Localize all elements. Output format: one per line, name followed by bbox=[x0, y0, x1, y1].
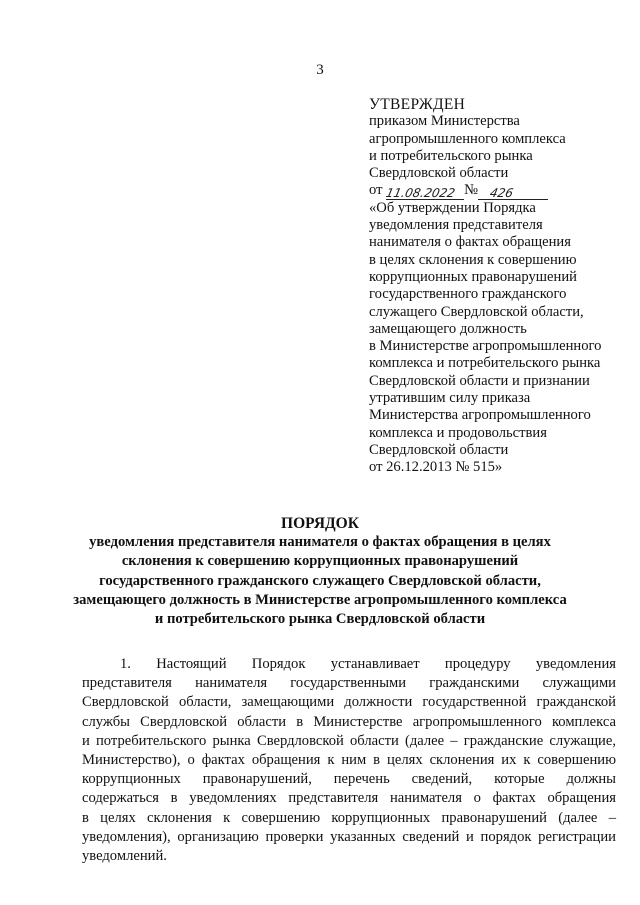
approval-line: и потребительского рынка bbox=[369, 147, 533, 164]
subject-line: Министерства агропромышленного bbox=[369, 407, 591, 424]
body-line: Министерство), о фактах обращения к ним в целях склонения их к совершению bbox=[82, 751, 616, 768]
subject-line: от 26.12.2013 № 515» bbox=[369, 459, 503, 476]
subject-line: утратившим силу приказа bbox=[369, 390, 531, 407]
body-line: представителя нанимателя государственными гражданскими служащими bbox=[82, 675, 616, 692]
title-line: уведомления представителя нанимателя о фактах обращения в целях bbox=[89, 534, 551, 551]
document-title bbox=[0, 514, 640, 629]
body-line: и потребительского рынка Свердловской области (далее – гражданские служащие, bbox=[82, 732, 616, 749]
handwritten-date: 11.08.2022 bbox=[384, 185, 457, 200]
subject-line: нанимателя о фактах обращения bbox=[369, 234, 571, 251]
approval-heading: УТВЕРЖДЕН bbox=[369, 96, 466, 113]
body-line: уведомления), организацию проверки указанных сведений и порядок регистрации bbox=[82, 828, 616, 845]
subject-line: в целях склонения к совершению bbox=[369, 251, 577, 268]
subject-line: замещающего должность bbox=[369, 320, 527, 337]
body-line: уведомлений. bbox=[82, 847, 167, 864]
page-number: 3 bbox=[316, 62, 324, 78]
title-line: и потребительского рынка Свердловской области bbox=[154, 611, 486, 628]
approval-line: Свердловской области bbox=[369, 165, 509, 182]
title-main: ПОРЯДОК bbox=[281, 515, 359, 532]
approval-line: агропромышленного комплекса bbox=[369, 130, 566, 147]
body-line: Свердловской области, замещающими должности государственной гражданской bbox=[82, 694, 616, 711]
body-line: службы Свердловской области в Министерстве агропромышленного комплекса bbox=[82, 713, 616, 730]
date-blank bbox=[386, 185, 464, 200]
subject-line: служащего Свердловской области, bbox=[369, 303, 584, 320]
number-prefix: № bbox=[464, 182, 479, 199]
body-line: коррупционных правонарушений, перечень сведений, которые должны bbox=[82, 771, 616, 788]
approval-line: приказом Министерства bbox=[369, 113, 520, 130]
approval-date-line bbox=[369, 182, 631, 199]
body-line: в целях склонения к совершению коррупционных правонарушений (далее – bbox=[82, 809, 616, 826]
title-line: склонения к совершению коррупционных правонарушений bbox=[121, 553, 519, 570]
body-line: 1. Настоящий Порядок устанавливает процедуру уведомления bbox=[120, 656, 616, 672]
handwritten-number: 426 bbox=[488, 185, 515, 200]
subject-line: «Об утверждении Порядка bbox=[369, 199, 536, 216]
subject-line: государственного гражданского bbox=[369, 286, 567, 303]
subject-line: коррупционных правонарушений bbox=[369, 268, 577, 285]
number-blank bbox=[478, 185, 548, 200]
subject-line: Свердловской области и признании bbox=[369, 372, 590, 389]
approval-stamp bbox=[369, 96, 631, 477]
date-prefix: от bbox=[369, 182, 383, 199]
subject-line: комплекса и потребительского рынка bbox=[369, 355, 601, 372]
body-paragraph bbox=[82, 655, 616, 866]
body-line: содержаться в уведомлениях представителя нанимателя о фактах обращения bbox=[82, 790, 616, 807]
subject-line: комплекса и продовольствия bbox=[369, 424, 547, 441]
subject-line: в Министерстве агропромышленного bbox=[369, 338, 602, 355]
title-line: замещающего должность в Министерстве агропромышленного комплекса bbox=[73, 591, 567, 608]
subject-line: уведомления представителя bbox=[369, 217, 543, 234]
subject-line: Свердловской области bbox=[369, 441, 509, 458]
title-line: государственного гражданского служащего Свердловской области, bbox=[99, 572, 541, 589]
